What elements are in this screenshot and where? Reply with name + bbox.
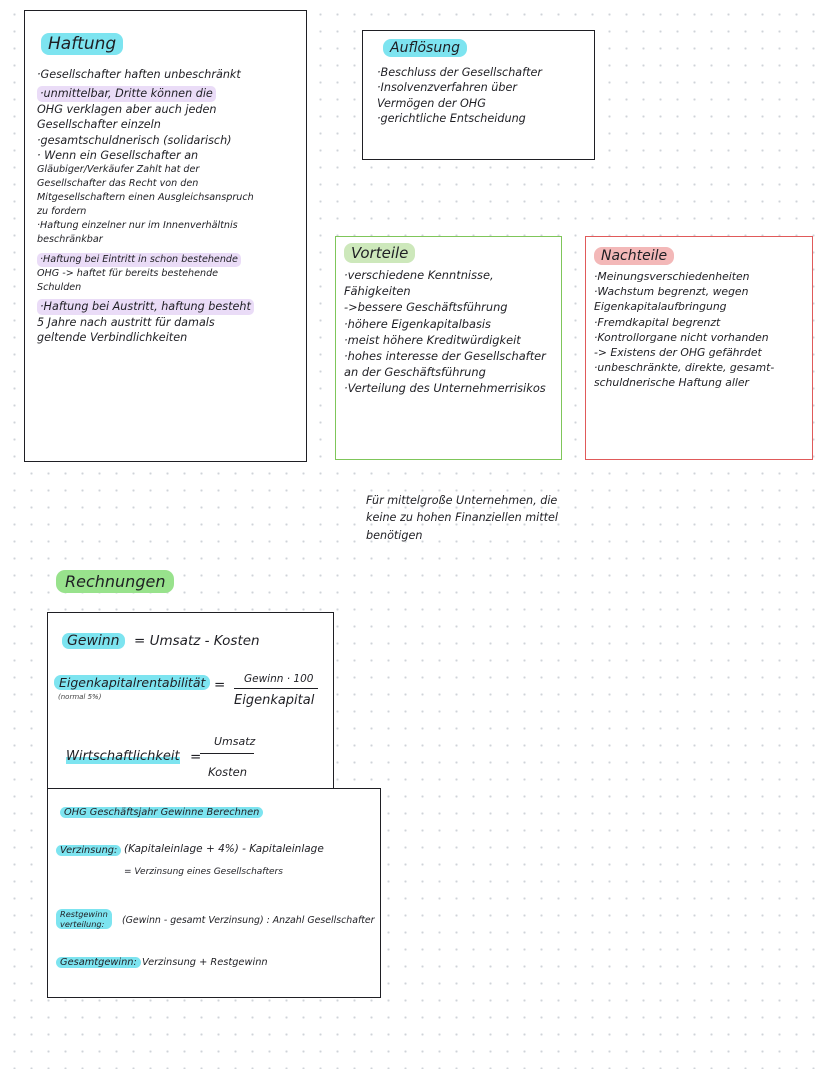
haftung-line: ·Gesellschafter haften unbeschränkt xyxy=(37,68,241,81)
aufloesung-section xyxy=(362,30,595,160)
aufloesung-line: ·Beschluss der Gesellschafter xyxy=(377,66,542,79)
nachteile-title: Nachteile xyxy=(594,247,674,265)
note-line: keine zu hohen Finanziellen mittel xyxy=(366,511,559,525)
ekr-denominator: Eigenkapital xyxy=(234,693,315,708)
restgewinn-label xyxy=(56,909,112,929)
nachteile-line: ·unbeschränkte, direkte, gesamt- xyxy=(594,361,775,375)
nachteile-line: Eigenkapitalaufbringung xyxy=(594,300,727,314)
note-line: Für mittelgroße Unternehmen, die xyxy=(366,494,558,507)
gesamtgewinn-formula: Verzinsung + Restgewinn xyxy=(142,957,268,968)
haftung-line: Gläubiger/Verkäufer Zahlt hat der xyxy=(37,164,200,176)
nachteile-line: schuldnerische Haftung aller xyxy=(594,376,749,390)
nachteile-line: -> Existens der OHG gefährdet xyxy=(594,346,762,360)
haftung-line: ·unmittelbar, Dritte können die xyxy=(37,86,216,101)
haftung-line: Gesellschafter einzeln xyxy=(37,118,161,132)
haftung-line: ·Haftung bei Eintritt in schon bestehende xyxy=(37,253,241,267)
ekr-numerator: Gewinn · 100 xyxy=(244,673,314,685)
haftung-line: 5 Jahre nach austritt für damals xyxy=(37,315,215,329)
restgewinn-formula: (Gewinn - gesamt Verzinsung) : Anzahl Gesellschafter xyxy=(122,915,375,926)
gewinn-label: Gewinn xyxy=(62,633,125,649)
aufloesung-line: ·Insolvenzverfahren über xyxy=(377,81,517,95)
haftung-line: ·Haftung bei Austritt, haftung besteht xyxy=(37,299,254,314)
haftung-line: Mitgesellschaftern einen Ausgleichsanspruch xyxy=(37,192,254,204)
haftung-line: geltende Verbindlichkeiten xyxy=(37,331,188,345)
nachteile-line: ·Kontrollorgane nicht vorhanden xyxy=(594,330,769,344)
nachteile-line: ·Meinungsverschiedenheiten xyxy=(594,270,750,283)
aufloesung-line: ·gerichtliche Entscheidung xyxy=(377,112,526,126)
haftung-line: ·gesamtschuldnerisch (solidarisch) xyxy=(37,133,232,147)
haftung-line: beschränkbar xyxy=(37,234,103,246)
gesamtgewinn-label: Gesamtgewinn: xyxy=(56,957,141,968)
ekr-equals: = xyxy=(214,677,226,693)
gewinn-formula: = Umsatz - Kosten xyxy=(134,633,260,649)
vorteile-line: ·meist höhere Kreditwürdigkeit xyxy=(344,332,521,347)
vorteile-section xyxy=(335,236,562,460)
verzinsung-label: Verzinsung: xyxy=(56,845,121,856)
verzinsung-formula: (Kapitaleinlage + 4%) - Kapitaleinlage xyxy=(124,843,324,855)
haftung-section xyxy=(24,10,307,462)
haftung-line: · Wenn ein Gesellschafter an xyxy=(37,149,199,163)
vorteile-line: ->bessere Geschäftsführung xyxy=(344,300,508,315)
ohg-gewinn-box xyxy=(47,788,381,998)
vorteile-title: Vorteile xyxy=(344,243,415,263)
vorteile-line: ·hohes interesse der Gesellschafter xyxy=(344,349,546,364)
vorteile-line: ·höhere Eigenkapitalbasis xyxy=(344,316,491,331)
aufloesung-title: Auflösung xyxy=(383,39,467,57)
restgewinn-label-line: Restgewinn xyxy=(60,909,108,919)
note-line: benötigen xyxy=(366,528,423,542)
vorteile-line: ·Verteilung des Unternehmerrisikos xyxy=(344,381,546,396)
nachteile-line: ·Wachstum begrenzt, wegen xyxy=(594,285,749,299)
ekr-note: (normal 5%) xyxy=(58,693,102,701)
rechnungen-title: Rechnungen xyxy=(56,570,174,593)
haftung-line: Gesellschafter das Recht von den xyxy=(37,178,199,190)
ekr-fraction-line xyxy=(234,688,318,689)
ekr-label: Eigenkapitalrentabilität xyxy=(54,675,210,690)
target-note xyxy=(366,492,558,544)
haftung-line: OHG -> haftet für bereits bestehende xyxy=(37,268,219,280)
wirtschaftlichkeit-label: Wirtschaftlichkeit xyxy=(66,749,180,764)
wirtschaftlichkeit-numerator: Umsatz xyxy=(214,735,256,748)
vorteile-line: an der Geschäftsführung xyxy=(344,365,486,380)
nachteile-section xyxy=(585,236,813,460)
haftung-title: Haftung xyxy=(41,33,123,55)
haftung-line: Schulden xyxy=(37,282,82,294)
restgewinn-label-line: verteilung: xyxy=(60,919,105,929)
vorteile-line: ·verschiedene Kenntnisse, xyxy=(344,268,494,282)
wirtschaftlichkeit-equals: = xyxy=(190,749,202,765)
vorteile-line: Fähigkeiten xyxy=(344,284,411,299)
verzinsung-result: = Verzinsung eines Gesellschafters xyxy=(124,867,283,877)
haftung-line: ·Haftung einzelner nur im Innenverhältnis xyxy=(37,220,238,232)
wirtschaftlichkeit-fraction-line xyxy=(200,753,254,754)
aufloesung-line: Vermögen der OHG xyxy=(377,96,486,110)
wirtschaftlichkeit-denominator: Kosten xyxy=(208,765,248,779)
ohg-title: OHG Geschäftsjahr Gewinne Berechnen xyxy=(60,807,263,818)
nachteile-line: ·Fremdkapital begrenzt xyxy=(594,315,721,329)
formula-box xyxy=(47,612,334,804)
haftung-line: zu fordern xyxy=(37,206,87,218)
haftung-line: OHG verklagen aber auch jeden xyxy=(37,102,217,116)
